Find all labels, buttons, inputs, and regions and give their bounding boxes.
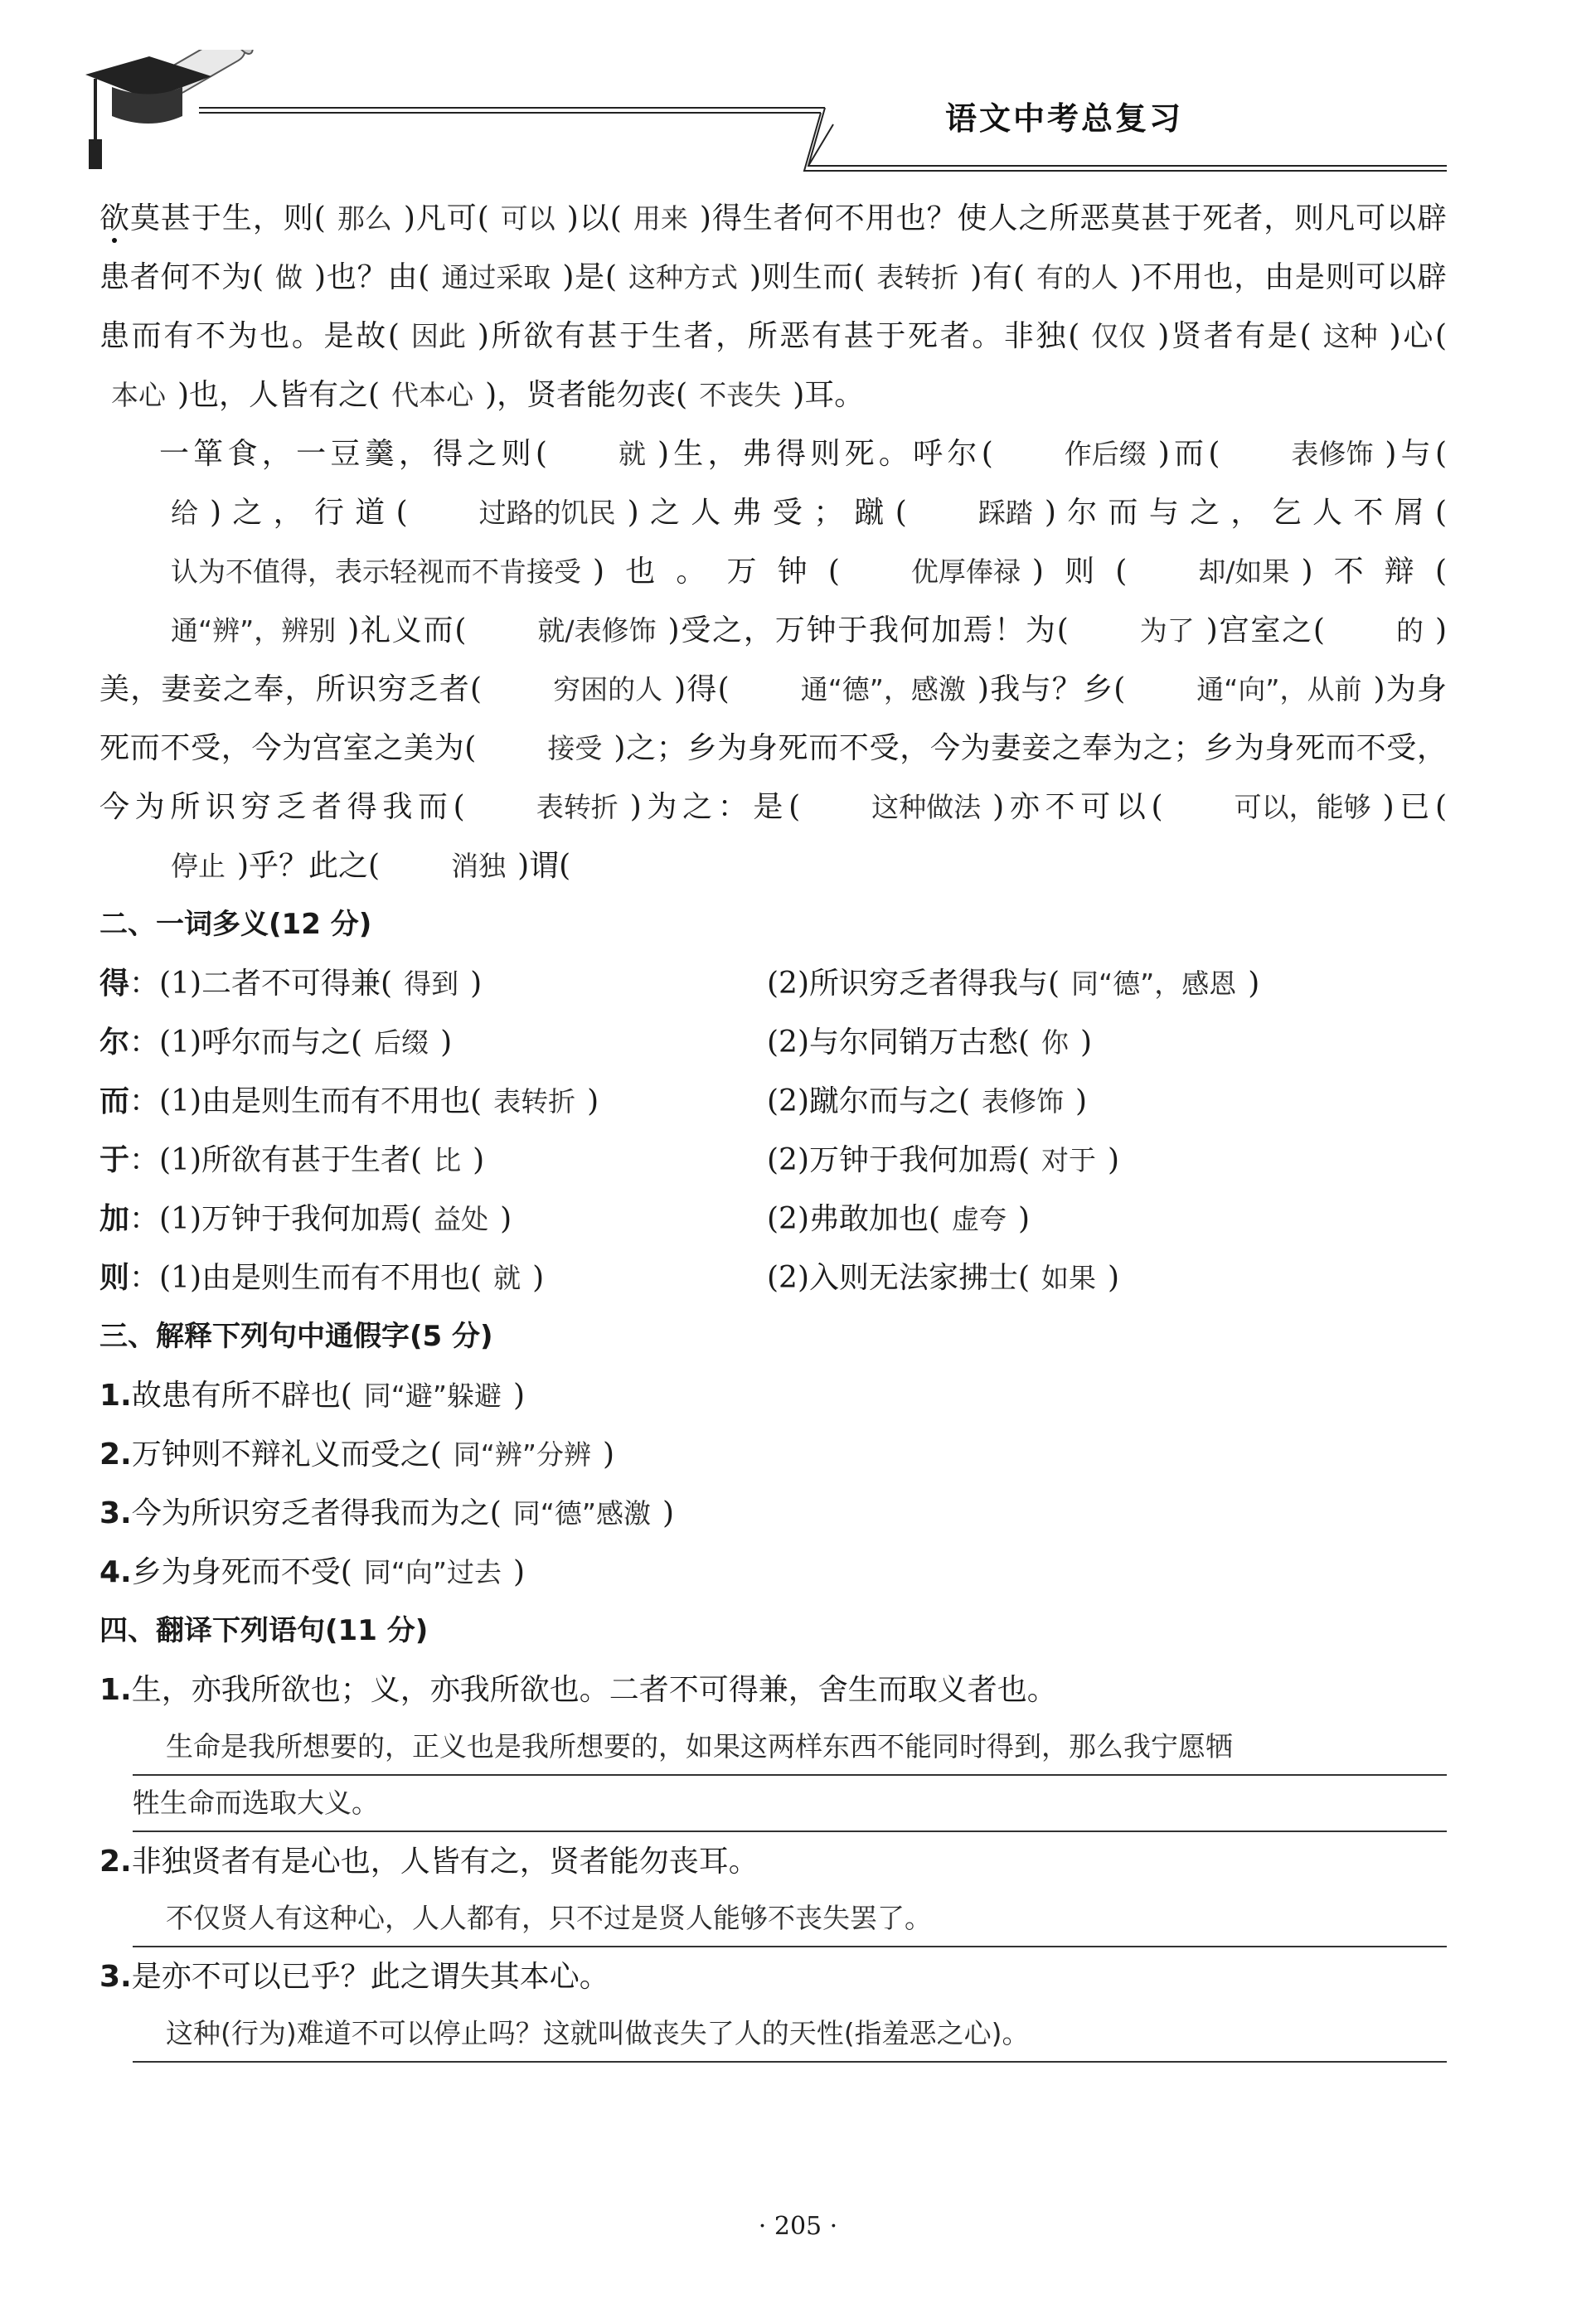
section-3-title: 三、解释下列句中通假字(5 分) [99, 1320, 493, 1353]
fill-blank: 就 [493, 1262, 521, 1294]
worksheet-body [99, 189, 1447, 2063]
polysemy-row: 尔：(1)呼尔而与之( 后缀 ) (2)与尔同销万古愁( 你 ) [99, 1013, 1447, 1072]
page-header [79, 50, 1447, 182]
fill-blank: 的 [1395, 614, 1424, 647]
fill-blank: 因此 [410, 320, 466, 352]
answer-line: 生命是我所想要的，正义也是我所想要的，如果这两样东西不能同时得到，那么我宁愿牺 [133, 1719, 1447, 1776]
fill-blank: 同“德”，感恩 [1071, 967, 1237, 1000]
polysemy-row: 则：(1)由是则生而有不用也( 就 ) (2)入则无法家拂士( 如果 ) [99, 1249, 1447, 1307]
fill-blank: 认为不值得，表示轻视而不肯接受 [171, 555, 581, 588]
fill-blank: 通“向”，从前 [1196, 673, 1362, 706]
list-item: 1.故患有所不辟也( 同“避”躲避 ) [99, 1366, 1447, 1425]
fill-blank: 表转折 [536, 791, 619, 823]
page-number: · 205 · [758, 2212, 838, 2241]
passage-paragraph-1: 欲莫甚于生，则( 那么 )凡可( 可以 )以( 用来 )得生者何不用也？使人之所恶莫甚于死者，则凡可以辟患者何不为( 做 )也？由( 通过采取 )是( 这种方式 )则生而( 表转折 )有( 有的人 )不用也，由是则可以辟患而有不为也。是故( 因此 )所欲有甚于生者，所恶有甚于死者。非独( 仅仅 )贤者有是( 这种 )心(本心 )也，人皆有之( 代本心 )，贤者能勿丧( 不丧失 )耳。 [99, 189, 1447, 424]
fill-blank: 用来 [633, 202, 688, 235]
fill-blank: 仅仅 [1091, 320, 1147, 352]
fill-blank: 那么 [337, 202, 392, 235]
graduation-cap-icon [79, 50, 1447, 182]
translation-question: 2.非独贤者有是心也，人皆有之，贤者能勿丧耳。 [99, 1845, 759, 1879]
fill-blank: 作后缀 [1064, 438, 1147, 470]
fill-blank: 这种做法 [871, 791, 982, 823]
fill-blank: 可以 [500, 202, 555, 235]
fill-blank: 穷困的人 [553, 673, 663, 706]
fill-blank: 不丧失 [699, 379, 782, 411]
fill-blank: 接受 [547, 732, 603, 764]
fill-blank: 虚夸 [952, 1203, 1007, 1235]
fill-blank: 比 [434, 1144, 462, 1176]
fill-blank: 表转折 [876, 261, 959, 293]
fill-blank: 本心 [111, 379, 166, 411]
fill-blank: 你 [1041, 1026, 1070, 1059]
polysemy-row: 于：(1)所欲有甚于生者( 比 ) (2)万钟于我何加焉( 对于 ) [99, 1131, 1447, 1190]
fill-blank: 就 [618, 438, 646, 470]
translation-question: 3.是亦不可以已乎？此之谓失其本心。 [99, 1960, 609, 1994]
fill-blank: 益处 [434, 1203, 489, 1235]
polysemy-list [99, 954, 1447, 1307]
fill-blank: 可以，能够 [1234, 791, 1371, 823]
list-item: 2.万钟则不辩礼义而受之( 同“辨”分辨 ) [99, 1425, 1447, 1484]
passage-paragraph-2: 一箪食，一豆羹，得之则( 就 )生，弗得则死。呼尔( 作后缀 )而( 表修饰 )与(给 )之，行道( 过路的饥民 )之人弗受；蹴( 踩踏 )尔而与之，乞人不屑(认为不值得，表示轻视而不肯接受 )也。万钟( 优厚俸禄 )则( 却/如果 )不辩(通“辨”，辨别 )礼义而( 就/表修饰 )受之，万钟于我何加焉！为( 为了 )宫室之( 的 )美，妻妾之奉，所识穷乏者( 穷困的人 )得( 通“德”，感激 )我与？乡( 通“向”，从前 )为身死而不受，今为宫室之美为( 接受 )之；乡为身死而不受，今为妻妾之奉为之；乡为身死而不受，今为所识穷乏者得我而( 表转折 )为之：是( 这种做法 )亦不可以( 可以，能够 )已(停止 )乎？此之( 消独 )谓( [99, 424, 1447, 895]
answer-line: 牲生命而选取大义。 [133, 1776, 1447, 1832]
book-title: 语文中考总复习 [945, 99, 1184, 137]
fill-blank: 却/如果 [1198, 555, 1290, 588]
polysemy-row: 得：(1)二者不可得兼( 得到 ) (2)所识穷乏者得我与( 同“德”，感恩 ) [99, 954, 1447, 1013]
fill-blank: 停止 [171, 850, 226, 882]
fill-blank: 做 [275, 261, 303, 293]
fill-blank: 对于 [1041, 1144, 1097, 1176]
section-2-title: 二、一词多义(12 分) [99, 908, 372, 941]
fill-blank: 如果 [1041, 1262, 1097, 1294]
answer-line: 不仅贤人有这种心，人人都有，只不过是贤人能够不丧失罢了。 [133, 1891, 1447, 1947]
fill-blank: 为了 [1139, 614, 1195, 647]
fill-blank: 通“辨”，辨别 [171, 614, 337, 647]
polysemy-row: 加：(1)万钟于我何加焉( 益处 ) (2)弗敢加也( 虚夸 ) [99, 1190, 1447, 1249]
fill-blank: 通“德”，感激 [800, 673, 966, 706]
fill-blank: 通过采取 [441, 261, 551, 293]
fill-blank: 后缀 [374, 1026, 429, 1059]
fill-blank: 同“向”过去 [363, 1556, 502, 1588]
fill-blank: 表修饰 [982, 1085, 1065, 1118]
fill-blank: 代本心 [391, 379, 474, 411]
fill-blank: 就/表修饰 [537, 614, 657, 647]
fill-blank: 过路的饥民 [478, 497, 616, 529]
fill-blank: 这种 [1322, 320, 1378, 352]
section-4-title: 四、翻译下列语句(11 分) [99, 1614, 429, 1647]
fill-blank: 同“德”感激 [512, 1497, 651, 1530]
list-item: 4.乡为身死而不受( 同“向”过去 ) [99, 1543, 1447, 1602]
fill-blank: 给 [171, 497, 198, 529]
translation-question: 1.生，亦我所欲也；义，亦我所欲也。二者不可得兼，舍生而取义者也。 [99, 1673, 1057, 1707]
fill-blank: 得到 [404, 967, 459, 1000]
fill-blank: 踩踏 [977, 497, 1033, 529]
answer-line: 这种(行为)难道不可以停止吗？这就叫做丧失了人的天性(指羞恶之心)。 [133, 2006, 1447, 2063]
fill-blank: 同“辨”分辨 [453, 1438, 591, 1471]
fill-blank: 同“避”躲避 [363, 1380, 502, 1412]
fill-blank: 表转折 [493, 1085, 576, 1118]
fill-blank: 优厚俸禄 [910, 555, 1021, 588]
list-item: 3.今为所识穷乏者得我而为之( 同“德”感激 ) [99, 1484, 1447, 1543]
fill-blank: 这种方式 [628, 261, 739, 293]
fill-blank: 表修饰 [1291, 438, 1374, 470]
fill-blank: 有的人 [1036, 261, 1118, 293]
polysemy-row: 而：(1)由是则生而有不用也( 表转折 ) (2)蹴尔而与之( 表修饰 ) [99, 1072, 1447, 1131]
fill-blank: 消独 [451, 850, 507, 882]
